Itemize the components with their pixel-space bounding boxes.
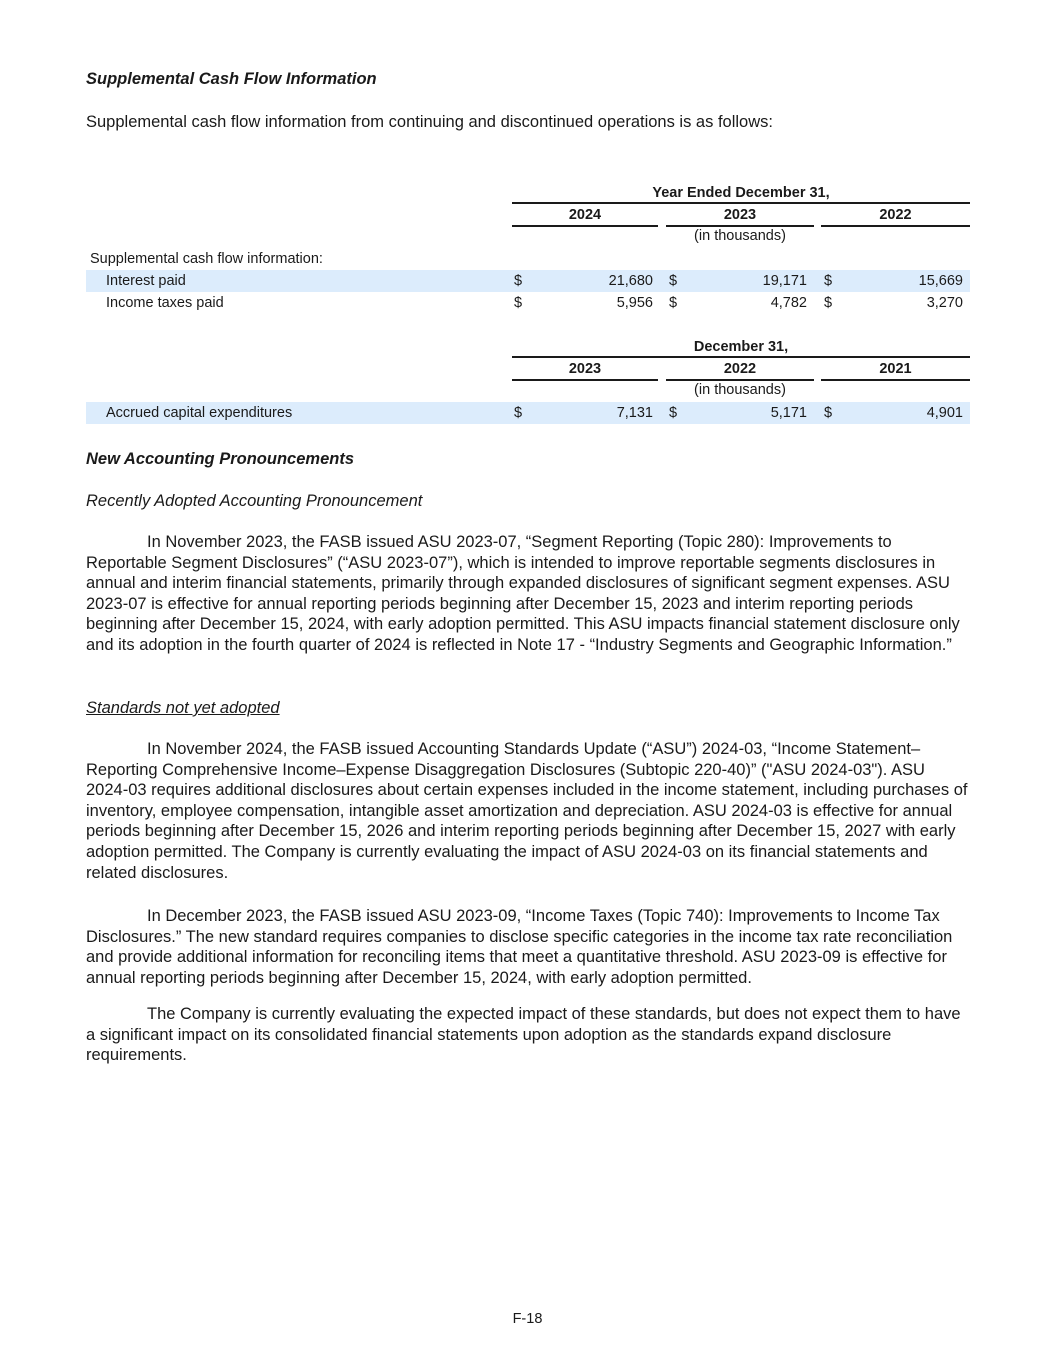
currency-symbol: $ xyxy=(514,295,523,311)
table1-year-2: 2023 xyxy=(723,207,757,223)
cell-value: 19,171 xyxy=(762,273,807,289)
table-row xyxy=(86,292,970,314)
currency-symbol: $ xyxy=(824,405,833,421)
table1-group-row xyxy=(86,248,970,270)
currency-symbol: $ xyxy=(669,405,678,421)
table2-rule-year-2 xyxy=(666,379,814,381)
row-label: Interest paid xyxy=(106,273,186,289)
cell-value: 5,171 xyxy=(770,405,807,421)
subheading-not-yet-adopted xyxy=(86,698,970,719)
table1-rule-year-1 xyxy=(512,225,658,227)
cell-value: 4,901 xyxy=(926,405,963,421)
table2-year-3: 2021 xyxy=(879,361,912,377)
table2-year-1: 2023 xyxy=(568,361,602,377)
cell-value: 15,669 xyxy=(918,273,963,289)
table1-units: (in thousands) xyxy=(694,228,786,244)
subheading-not-yet-adopted-text: Standards not yet adopted xyxy=(86,699,280,717)
paragraph-evaluation: The Company is currently evaluating the expected impact of these standards, but does not expect them to have a significant impact on its consolidated financial statements upon adoption as the standards expand disclosure requirements. xyxy=(86,1005,961,1065)
table1-rule-year-2 xyxy=(666,225,814,227)
currency-symbol: $ xyxy=(669,295,678,311)
currency-symbol: $ xyxy=(669,273,678,289)
row-label: Accrued capital expenditures xyxy=(106,405,293,421)
table2-units: (in thousands) xyxy=(694,382,786,398)
table2-rule-year-3 xyxy=(821,379,970,381)
table1-rule-year-3 xyxy=(821,225,970,227)
paragraph-asu-2023-09: In December 2023, the FASB issued ASU 2023-09, “Income Taxes (Topic 740): Improvements to Income Tax Disclosures.” The new standard requires companies to disclose specific categories in the income tax rate reconciliation and provide additional information for reconciling items that meet a quantitative threshold. ASU 2023-09 is effective for annual reporting periods beginning after December 15, 2024, with early adoption permitted. xyxy=(86,907,953,987)
section-title-new-pronouncements: New Accounting Pronouncements xyxy=(86,450,354,468)
table2-year-2: 2022 xyxy=(723,361,757,377)
currency-symbol: $ xyxy=(824,273,833,289)
section-title-supplemental: Supplemental Cash Flow Information xyxy=(86,70,377,88)
supplemental-intro: Supplemental cash flow information from continuing and discontinued operations is as follows: xyxy=(86,113,773,131)
table1-year-3: 2022 xyxy=(879,207,912,223)
paragraph-asu-2024-03: In November 2024, the FASB issued Accounting Standards Update (“ASU”) 2024-03, “Income Statement–Reporting Comprehensive Income–Expense Disaggregation Disclosures (Subtopic 220-40)” ("ASU 2024-03"). ASU 2024-03 requires additional disclosures about certain expenses included in the income statement, including purchases of inventory, employee compensation, intangible asset amortization and depreciation. ASU 2024-03 is effective for annual periods beginning after December 15, 2026 and interim reporting periods beginning after December 15, 2027 with early adoption permitted. The Company is currently evaluating the impact of ASU 2024-03 on its financial statements and related disclosures. xyxy=(86,740,968,882)
table-row xyxy=(86,270,970,292)
cell-value: 21,680 xyxy=(608,273,653,289)
table1-group-label: Supplemental cash flow information: xyxy=(90,251,323,267)
currency-symbol: $ xyxy=(514,273,523,289)
paragraph-asu-2023-07: In November 2023, the FASB issued ASU 2023-07, “Segment Reporting (Topic 280): Improvements to Reportable Segment Disclosures” (“ASU 2023-07”), which is intended to improve reportable segments disclosures in annual and interim financial statements, primarily through expanded disclosures of significant segment expenses. ASU 2023-07 is effective for annual reporting periods beginning after December 15, 2023 and interim reporting periods beginning after December 15, 2024, with early adoption permitted. This ASU impacts financial statement disclosure only and its adoption in the fourth quarter of 2024 is reflected in Note 17 - “Industry Segments and Geographic Information.” xyxy=(86,533,960,654)
table2-rule-year-1 xyxy=(512,379,658,381)
currency-symbol: $ xyxy=(824,295,833,311)
table-row xyxy=(86,402,970,424)
row-label: Income taxes paid xyxy=(106,295,224,311)
page-number: F-18 xyxy=(512,1311,543,1327)
cell-value: 3,270 xyxy=(926,295,963,311)
currency-symbol: $ xyxy=(514,405,523,421)
cell-value: 4,782 xyxy=(770,295,807,311)
table2-period-header: December 31, xyxy=(693,339,789,355)
subheading-recently-adopted: Recently Adopted Accounting Pronouncement xyxy=(86,492,423,510)
table1-period-header: Year Ended December 31, xyxy=(652,185,830,201)
cell-value: 7,131 xyxy=(616,405,653,421)
table1-year-1: 2024 xyxy=(568,207,602,223)
cell-value: 5,956 xyxy=(616,295,653,311)
